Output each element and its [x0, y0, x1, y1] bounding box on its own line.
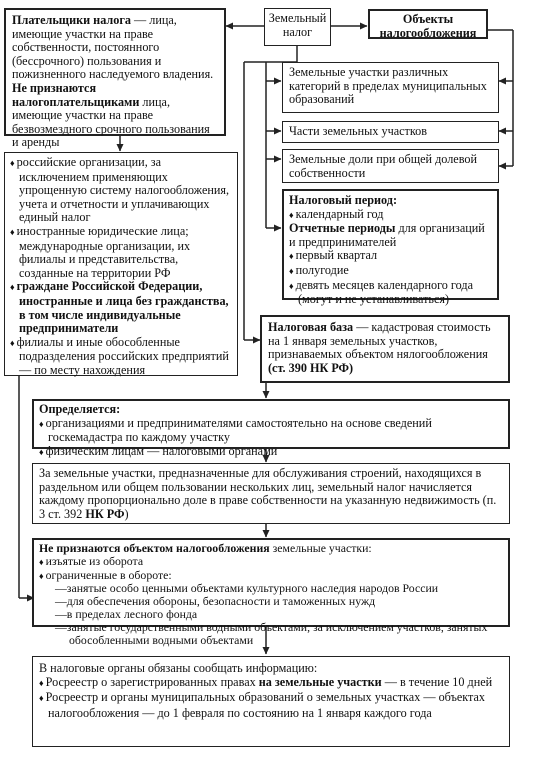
tax-objects-box	[368, 9, 488, 39]
object-land-plots-box	[282, 62, 499, 113]
tax-payers-text: — лица, имеющие участки на праве собственности, постоянного (бессрочного) пользования и пожизненного наследуемого владения.	[12, 13, 214, 82]
not-objects-item: ♦ изъятые из оборота	[39, 555, 503, 569]
not-objects-item: ♦ ограниченные в обороте:	[39, 569, 503, 583]
payer-types-box	[4, 152, 238, 376]
determined-title: Определяется	[39, 402, 117, 416]
reporting-period-title: Отчетные периоды	[289, 221, 396, 236]
object-land-shares: Земельные доли при общей долевой собственности	[289, 152, 477, 180]
payer-type-item: ♦ граждане Российской Федерации, иностранные и лица без гражданства, в том числе индивидуальные предприниматели	[10, 280, 232, 335]
inform-box	[32, 656, 510, 747]
reporting-period-text: для организаций и предпринимателей	[289, 221, 485, 249]
inform-item-1c: — в течение 10 дней	[381, 675, 493, 690]
tax-payers-title: Плательщики налога	[12, 13, 131, 27]
not-objects-title: Не признаются объектом налогообложения	[39, 541, 270, 555]
inform-item-1a: Росреестр о зарегистрированных правах	[45, 675, 259, 690]
not-payers-title: Не признаются налогоплательщиками	[12, 80, 140, 109]
not-objects-subitem: — для обеспечения обороны, безопасности и таможенных нужд	[39, 595, 503, 608]
payer-type-item: ♦ российские организации, за исключением применяющих упрощенную систему налогообложения, учета и отчетности и уплачивающих единый налог	[10, 156, 232, 225]
reporting-period-item: ♦ полугодие	[289, 264, 492, 279]
not-objects-subitem: — в пределах лесного фонда	[39, 608, 503, 621]
tax-period-title: Налоговый период	[289, 193, 393, 207]
determined-item: ♦ организациями и предпринимателями самостоятельно на основе сведений госкемадастра по каждому участку	[39, 417, 503, 445]
tax-base-title: Налоговая база	[268, 320, 354, 334]
not-objects-title-suffix: земельные участки:	[269, 541, 372, 555]
payer-type-item: ♦ филиалы и иные обособленные подразделения российских предприятий — по месту нахождения	[10, 336, 232, 378]
reporting-period-item: ♦ девять месяцев календарного года (могут и не устанавливаться)	[289, 279, 492, 307]
tax-base-ref: (ст. 390 НК РФ)	[268, 360, 354, 375]
reporting-period-item: ♦ первый квартал	[289, 249, 492, 264]
tax-payers-box	[4, 8, 226, 150]
shared-plots-ref-code: НК РФ	[85, 506, 125, 521]
shared-plots-box	[32, 463, 510, 524]
payer-type-item: ♦ иностранные юридические лица; международные организации, их филиалы и представительства, созданные на территории РФ	[10, 225, 232, 280]
shared-plots-ref-suffix: )	[124, 506, 129, 521]
object-land-shares-box	[282, 149, 499, 183]
shared-plots-ref-prefix: (п. 3 ст. 392	[39, 493, 497, 521]
inform-item: ♦ Росреестр и органы муниципальных образований о земельных участках — объектах налогообложения — до 1 февраля по состоянию на 1 января каждого года	[39, 690, 503, 719]
inform-title: В налоговые органы обязаны сообщать информацию:	[39, 661, 318, 675]
land-tax-box	[264, 8, 331, 46]
land-tax-title: Земельный налог	[268, 11, 327, 39]
not-objects-subitem: — занятые особо ценными объектами культурного наследия народов России	[39, 582, 503, 595]
determined-item: ♦ физическим лицам — налоговыми органами	[39, 445, 503, 460]
object-plot-parts: Части земельных участков	[289, 124, 427, 138]
not-objects-subitem: — занятые государственными водными объектами, за исключением участков, занятых обособленными водными объектами	[39, 621, 503, 647]
shared-plots-text: За земельные участки, предназначенные для обслуживания строений, находящихся в раздельном или общем пользовании нескольких лиц, земельный налог начисляется каждому пропорционально доле в праве собственности на указанную недвижимость	[39, 466, 483, 508]
not-payers-text: лица, имеющие участки на праве безвозмездного срочного пользования и аренды	[12, 94, 210, 150]
tax-objects-title: Объекты налогообложения	[379, 12, 477, 40]
inform-item	[39, 675, 503, 690]
object-plot-parts-box	[282, 121, 499, 143]
tax-base-text: — кадастровая стоимость на 1 января земельных участков, признаваемых объектом нялогообложения	[268, 320, 491, 362]
object-land-plots: Земельные участки различных категорий в пределах муниципальных образований	[289, 65, 487, 107]
inform-item-1b: на земельные участки	[258, 675, 382, 690]
tax-base-box	[260, 315, 510, 383]
tax-period-item: ♦ календарный год	[289, 208, 492, 223]
determined-box: Определяется: ♦ организациями и предпринимателями самостоятельно на основе сведений госкемадастра по каждому участку ♦ физическим лицам — налоговыми органами	[32, 399, 510, 449]
tax-period-box: Налоговый период: ♦ календарный год Отчетные периоды для организаций и предпринимателей ♦ первый квартал ♦ полугодие ♦ девять месяцев календарного года (могут и не устанавливаться)	[282, 189, 499, 300]
not-objects-box	[32, 538, 510, 647]
